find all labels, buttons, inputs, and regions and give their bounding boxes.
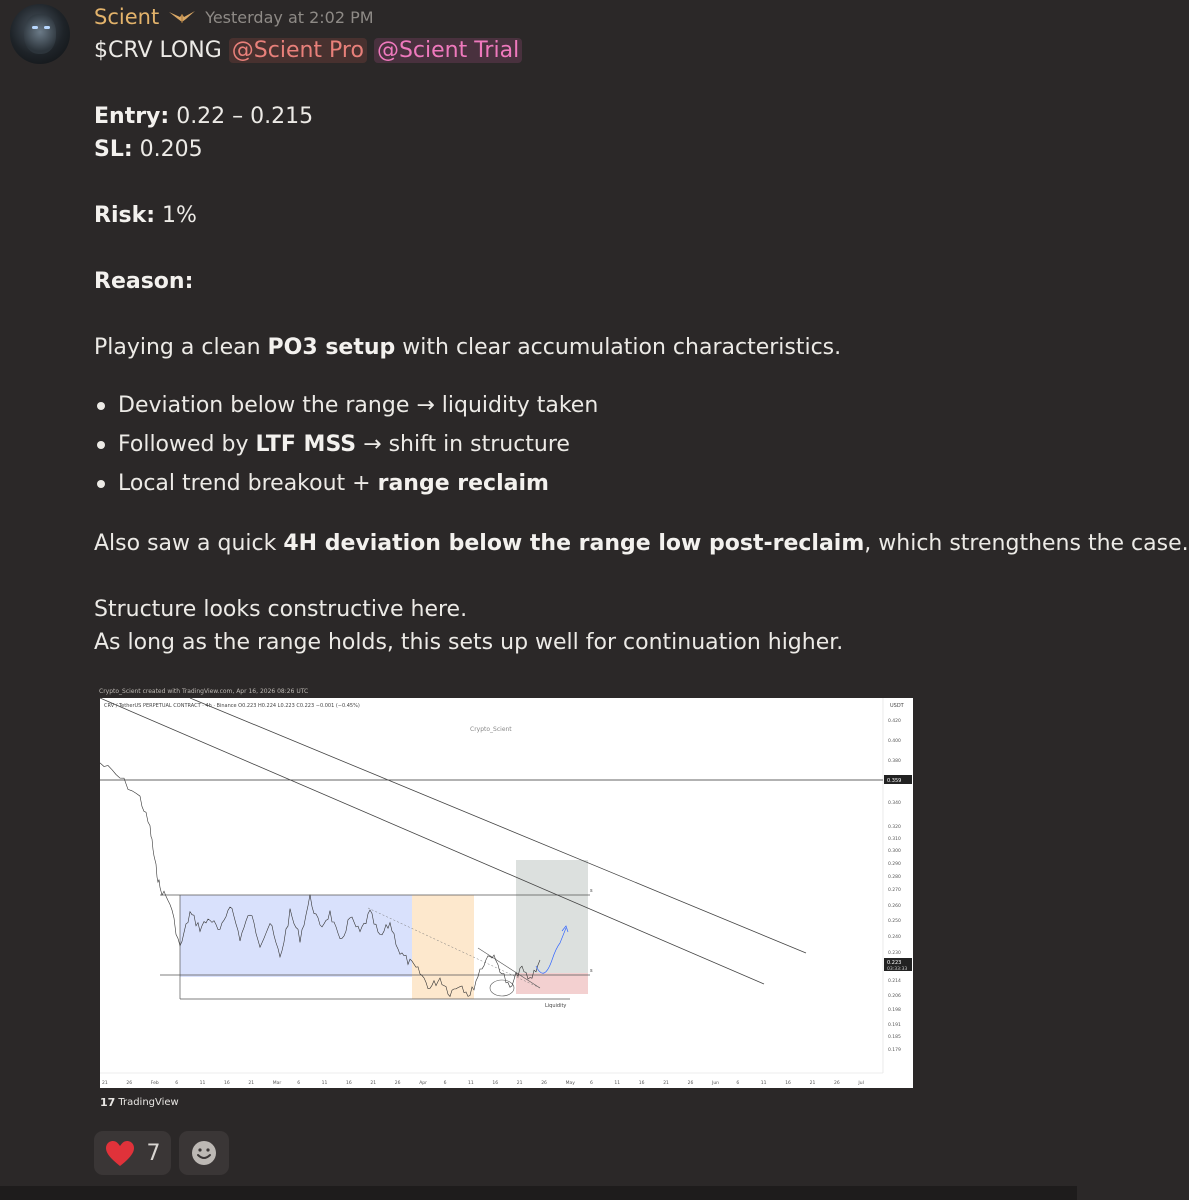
time-tick-label: 16 bbox=[346, 1081, 352, 1086]
time-tick-label: 6 bbox=[443, 1081, 447, 1086]
also-text-pre: Also saw a quick bbox=[94, 531, 284, 556]
ticker-title: $CRV LONG bbox=[94, 38, 222, 63]
deviation-circle bbox=[490, 980, 514, 996]
setup-text-pre: Playing a clean bbox=[94, 335, 268, 360]
price-tick-label: 0.280 bbox=[888, 875, 901, 880]
author-name[interactable]: Scient bbox=[94, 5, 160, 29]
currency-label: USDT bbox=[890, 703, 904, 709]
bullet-text: Followed by bbox=[118, 432, 256, 457]
svg-text:s: s bbox=[590, 888, 593, 894]
mention-scient-pro[interactable]: @Scient Pro bbox=[229, 38, 367, 63]
risk-line bbox=[94, 199, 1069, 232]
time-tick-label: 16 bbox=[785, 1081, 791, 1086]
bullet-bold: range reclaim bbox=[377, 471, 549, 496]
time-tick-label: 16 bbox=[492, 1081, 499, 1086]
time-tick-label: 16 bbox=[224, 1081, 230, 1086]
tradingview-logo-icon: 𝟭𝟳 bbox=[100, 1096, 116, 1109]
time-tick-label: 21 bbox=[370, 1081, 377, 1086]
range-box bbox=[180, 895, 412, 977]
setup-line bbox=[94, 331, 1069, 364]
also-line bbox=[94, 527, 1189, 560]
sl-value: 0.205 bbox=[132, 137, 203, 162]
price-tick-label: 0.290 bbox=[888, 862, 901, 867]
price-tick-label: 0.206 bbox=[888, 994, 901, 999]
author-avatar[interactable] bbox=[10, 4, 70, 64]
time-tick-label: Apr bbox=[419, 1081, 427, 1086]
time-tick-label: 21 bbox=[663, 1081, 669, 1086]
setup-text-post: with clear accumulation characteristics. bbox=[395, 335, 842, 360]
price-tick-label: 0.260 bbox=[888, 904, 901, 909]
heart-count: 7 bbox=[146, 1140, 161, 1166]
price-tick-label: 0.214 bbox=[888, 979, 901, 984]
time-tick-label: 16 bbox=[638, 1081, 645, 1086]
risk-label: Risk: bbox=[94, 203, 156, 228]
time-tick-label: 26 bbox=[687, 1081, 694, 1086]
time-axis bbox=[102, 1080, 864, 1086]
time-tick-label: 26 bbox=[394, 1081, 401, 1086]
reason-line bbox=[94, 265, 1069, 298]
smiley-icon bbox=[191, 1140, 217, 1166]
liquidity-label: Liquidity bbox=[545, 1003, 567, 1009]
svg-text:s: s bbox=[590, 968, 593, 974]
symbol-line: CRV / TetherUS PERPETUAL CONTRACT · 4h · Binance O0.223 H0.224 L0.223 C0.223 −0.001 (−0.45%) bbox=[104, 703, 360, 709]
tradingview-label: TradingView bbox=[118, 1097, 179, 1108]
role-bird-icon[interactable] bbox=[167, 6, 197, 28]
time-tick-label: 21 bbox=[248, 1081, 255, 1086]
price-tick-label: 0.270 bbox=[888, 888, 901, 893]
bullet-item bbox=[94, 464, 1069, 503]
avatar-eye-right bbox=[44, 26, 50, 29]
risk-value: 1% bbox=[155, 203, 197, 228]
time-tick-label: 21 bbox=[102, 1081, 108, 1086]
time-tick-label: Mar bbox=[272, 1081, 282, 1086]
current-price-text: 0.223 bbox=[887, 960, 902, 966]
price-tick-label: 0.320 bbox=[888, 825, 901, 830]
also-text-bold: 4H deviation below the range low post-reclaim bbox=[283, 531, 865, 556]
bullet-bold: LTF MSS bbox=[255, 432, 357, 457]
time-tick-label: Jul bbox=[858, 1081, 864, 1086]
price-tick-label: 0.198 bbox=[888, 1008, 901, 1013]
resistance-price-text: 0.359 bbox=[887, 778, 902, 784]
time-tick-label: 21 bbox=[516, 1081, 523, 1086]
time-tick-label: 6 bbox=[297, 1081, 301, 1086]
structure-line-2: As long as the range holds, this sets up well for continuation higher. bbox=[94, 630, 844, 655]
sl-label: SL: bbox=[94, 137, 133, 162]
reason-bullets bbox=[94, 386, 1069, 503]
reason-label: Reason: bbox=[94, 269, 194, 294]
price-tick-label: 0.400 bbox=[888, 739, 901, 744]
time-tick-label: 26 bbox=[834, 1081, 840, 1086]
price-tick-label: 0.185 bbox=[888, 1035, 901, 1040]
chart-watermark: Crypto_Scient bbox=[470, 726, 512, 733]
time-tick-label: 26 bbox=[126, 1081, 133, 1086]
stoploss-line bbox=[94, 133, 1069, 166]
time-tick-label: 11 bbox=[321, 1081, 328, 1086]
chart-attachment[interactable] bbox=[94, 688, 916, 1108]
price-chart bbox=[100, 698, 913, 1088]
price-tick-label: 0.250 bbox=[888, 919, 901, 924]
time-tick-label: Jun bbox=[712, 1081, 720, 1086]
reaction-heart[interactable] bbox=[94, 1131, 171, 1175]
chart-caption: Crypto_Scient created with TradingView.com, Apr 16, 2026 08:26 UTC bbox=[99, 688, 309, 695]
target-zone bbox=[516, 860, 588, 973]
time-tick-label: 6 bbox=[175, 1081, 179, 1086]
bullet-text: Deviation below the range → liquidity taken bbox=[118, 393, 599, 418]
price-tick-label: 0.240 bbox=[888, 935, 901, 940]
mention-scient-trial[interactable]: @Scient Trial bbox=[374, 38, 522, 63]
also-text-post: , which strengthens the case. bbox=[864, 531, 1189, 556]
price-tick-label: 0.420 bbox=[888, 719, 901, 724]
time-tick-label: 11 bbox=[760, 1081, 767, 1086]
entry-line bbox=[94, 100, 1069, 133]
reactions-bar bbox=[94, 1131, 229, 1175]
time-tick-label: 11 bbox=[199, 1081, 206, 1086]
bullet-item bbox=[94, 425, 1069, 464]
time-tick-label: May bbox=[565, 1081, 575, 1086]
price-axis bbox=[888, 718, 901, 1053]
message-content bbox=[94, 34, 1189, 659]
setup-text-bold: PO3 setup bbox=[267, 335, 396, 360]
title-line bbox=[94, 34, 1069, 67]
avatar-face bbox=[24, 14, 56, 54]
stop-zone bbox=[516, 973, 588, 994]
time-tick-label: 6 bbox=[736, 1081, 740, 1086]
time-tick-label: 11 bbox=[614, 1081, 621, 1086]
price-tick-label: 0.300 bbox=[888, 849, 901, 854]
message-timestamp: Yesterday at 2:02 PM bbox=[205, 7, 374, 27]
price-tick-label: 0.179 bbox=[888, 1048, 901, 1053]
time-tick-label: 21 bbox=[809, 1081, 816, 1086]
bullet-text: Local trend breakout + bbox=[118, 471, 378, 496]
deviation-box bbox=[412, 895, 474, 999]
price-tick-label: 0.380 bbox=[888, 759, 901, 764]
price-tick-label: 0.191 bbox=[888, 1023, 901, 1028]
heart-icon bbox=[105, 1140, 135, 1167]
structure-line-1: Structure looks constructive here. bbox=[94, 597, 468, 622]
chart-image[interactable] bbox=[100, 698, 913, 1088]
message-header bbox=[94, 2, 374, 32]
bullet-text-post: → shift in structure bbox=[356, 432, 570, 457]
countdown-text: 03:33:33 bbox=[887, 967, 908, 972]
time-tick-label: 6 bbox=[590, 1081, 593, 1086]
price-tick-label: 0.310 bbox=[888, 837, 901, 842]
bottom-divider bbox=[0, 1186, 1077, 1200]
entry-value: 0.22 – 0.215 bbox=[169, 104, 314, 129]
tradingview-brand bbox=[100, 1096, 179, 1109]
avatar-eye-left bbox=[32, 26, 38, 29]
entry-label: Entry: bbox=[94, 104, 170, 129]
price-tick-label: 0.340 bbox=[888, 801, 901, 806]
bullet-item bbox=[94, 386, 1069, 425]
time-tick-label: 11 bbox=[468, 1081, 474, 1086]
time-tick-label: 26 bbox=[541, 1081, 547, 1086]
add-reaction-button[interactable] bbox=[179, 1131, 229, 1175]
price-tick-label: 0.230 bbox=[888, 951, 901, 956]
time-tick-label: Feb bbox=[150, 1081, 159, 1086]
